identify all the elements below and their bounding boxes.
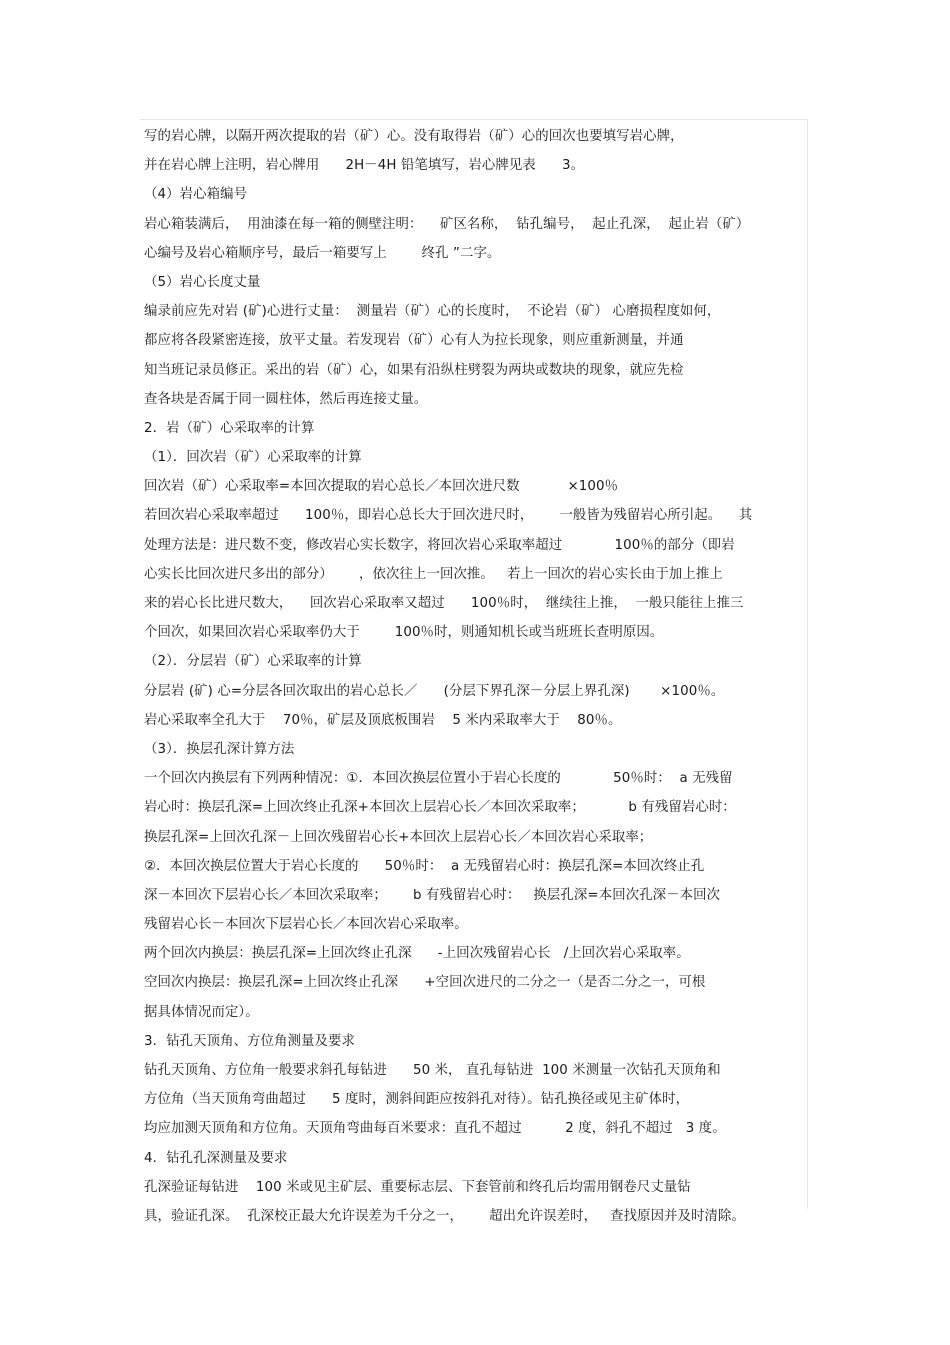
section-heading: 2．岩（矿）心采取率的计算 <box>144 420 315 436</box>
text-line: 深－本回次下层岩心长／本回次采取率； b 有残留岩心时： 换层孔深=本回次孔深－本回次 <box>144 887 721 903</box>
section-heading: （1）．回次岩（矿）心采取率的计算 <box>144 450 362 466</box>
text-line: 具，验证孔深。 孔深校正最大允许误差为千分之一， 超出允许误差时， 查找原因并及时清除。 <box>144 1208 746 1224</box>
text-line: 心实长比回次进尺多出的部分） ，依次往上一回次推。 若上一回次的岩心实长由于加上推上 <box>144 566 723 582</box>
text-line: 岩心时：换层孔深=上回次终止孔深+本回次上层岩心长／本回次采取率； b 有残留岩心时： <box>144 800 736 816</box>
text-line: 据具体情况而定）。 <box>144 1004 259 1020</box>
text-line: 空回次内换层：换层孔深=上回次终止孔深 +空回次进尺的二分之一（是否二分之一，可根 <box>144 975 706 991</box>
section-heading: （4）岩心箱编号 <box>144 187 248 203</box>
text-line: 处理方法是：进尺数不变，修改岩心实长数字，将回次岩心采取率超过 100％的部分（即岩 <box>144 537 735 553</box>
text-line: 心编号及岩心箱顺序号，最后一箱要写上 终孔 ”二字。 <box>144 245 501 261</box>
section-heading: 4．钻孔孔深测量及要求 <box>144 1150 288 1166</box>
text-line: 均应加测天顶角和方位角。天顶角弯曲每百米要求：直孔不超过 2 度，斜孔不超过 3 度。 <box>144 1121 726 1137</box>
text-line: 都应将各段紧密连接，放平丈量。若发现岩（矿）心有人为拉长现象，则应重新测量，并通 <box>144 333 684 349</box>
text-line: 换层孔深=上回次孔深－上回次残留岩心长+本回次上层岩心长／本回次岩心采取率； <box>144 829 653 845</box>
text-line: 并在岩心牌上注明，岩心牌用 2H－4H 铅笔填写，岩心牌见表 3。 <box>144 158 585 174</box>
text-line: 编录前应先对岩 (矿)心进行丈量： 测量岩（矿）心的长度时， 不论岩（矿） 心磨损程度如何， <box>144 304 721 320</box>
text-line: 钻孔天顶角、方位角一般要求斜孔每钻进 50 米， 直孔每钻进 100 米测量一次钻孔天顶角和 <box>144 1063 721 1078</box>
section-heading: （2）．分层岩（矿）心采取率的计算 <box>144 654 362 670</box>
text-line: 若回次岩心采取率超过 100％，即岩心总长大于回次进尺时， 一般皆为残留岩心所引起。 其 <box>144 508 753 524</box>
text-line: 写的岩心牌，以隔开两次提取的岩（矿）心。没有取得岩（矿）心的回次也要填写岩心牌， <box>144 129 684 144</box>
text-line: 分层岩 (矿) 心=分层各回次取出的岩心总长／ (分层下界孔深－分层上界孔深) ×100％。 <box>144 683 725 699</box>
text-line: 岩心箱装满后， 用油漆在每一箱的侧壁注明： 矿区名称， 钻孔编号， 起止孔深， 起止岩（矿） <box>144 216 750 232</box>
text-line: 查各块是否属于同一圆柱体，然后再连接丈量。 <box>144 391 428 407</box>
text-line: ②．本回次换层位置大于岩心长度的 50％时： a 无残留岩心时：换层孔深=本回次终止孔 <box>144 858 705 874</box>
section-heading: （3）．换层孔深计算方法 <box>144 741 295 757</box>
section-heading: （5）岩心长度丈量 <box>144 274 261 290</box>
text-line: 孔深验证每钻进 100 米或见主矿层、重要标志层、下套管前和终孔后均需用钢卷尺丈量钻 <box>144 1179 691 1195</box>
text-line: 两个回次内换层：换层孔深=上回次终止孔深 -上回次残留岩心长 /上回次岩心采取率。 <box>144 946 690 962</box>
text-line: 一个回次内换层有下列两种情况：①．本回次换层位置小于岩心长度的 50％时： a 无残留 <box>144 771 733 787</box>
text-line: 来的岩心长比进尺数大， 回次岩心采取率又超过 100％时， 继续往上推， 一般只能往上推三 <box>144 596 744 611</box>
text-line: 方位角（当天顶角弯曲超过 5 度时，测斜间距应按斜孔对待）。钻孔换径或见主矿体时， <box>144 1092 690 1108</box>
document-body <box>144 122 808 1231</box>
text-line: 回次岩（矿）心采取率=本回次提取的岩心总长／本回次进尺数 ×100％ <box>144 479 619 495</box>
text-line: 岩心采取率全孔大于 70％，矿层及顶底板围岩 5 米内采取率大于 80％。 <box>144 712 622 728</box>
section-heading: 3．钻孔天顶角、方位角测量及要求 <box>144 1033 355 1049</box>
text-line: 个回次，如果回次岩心采取率仍大于 100％时，则通知机长或当班班长查明原因。 <box>144 625 664 641</box>
text-line: 残留岩心长－本回次下层岩心长／本回次岩心采取率。 <box>144 917 468 933</box>
text-line: 知当班记录员修正。采出的岩（矿）心，如果有沿纵柱劈裂为两块或数块的现象，就应先检 <box>144 362 684 378</box>
